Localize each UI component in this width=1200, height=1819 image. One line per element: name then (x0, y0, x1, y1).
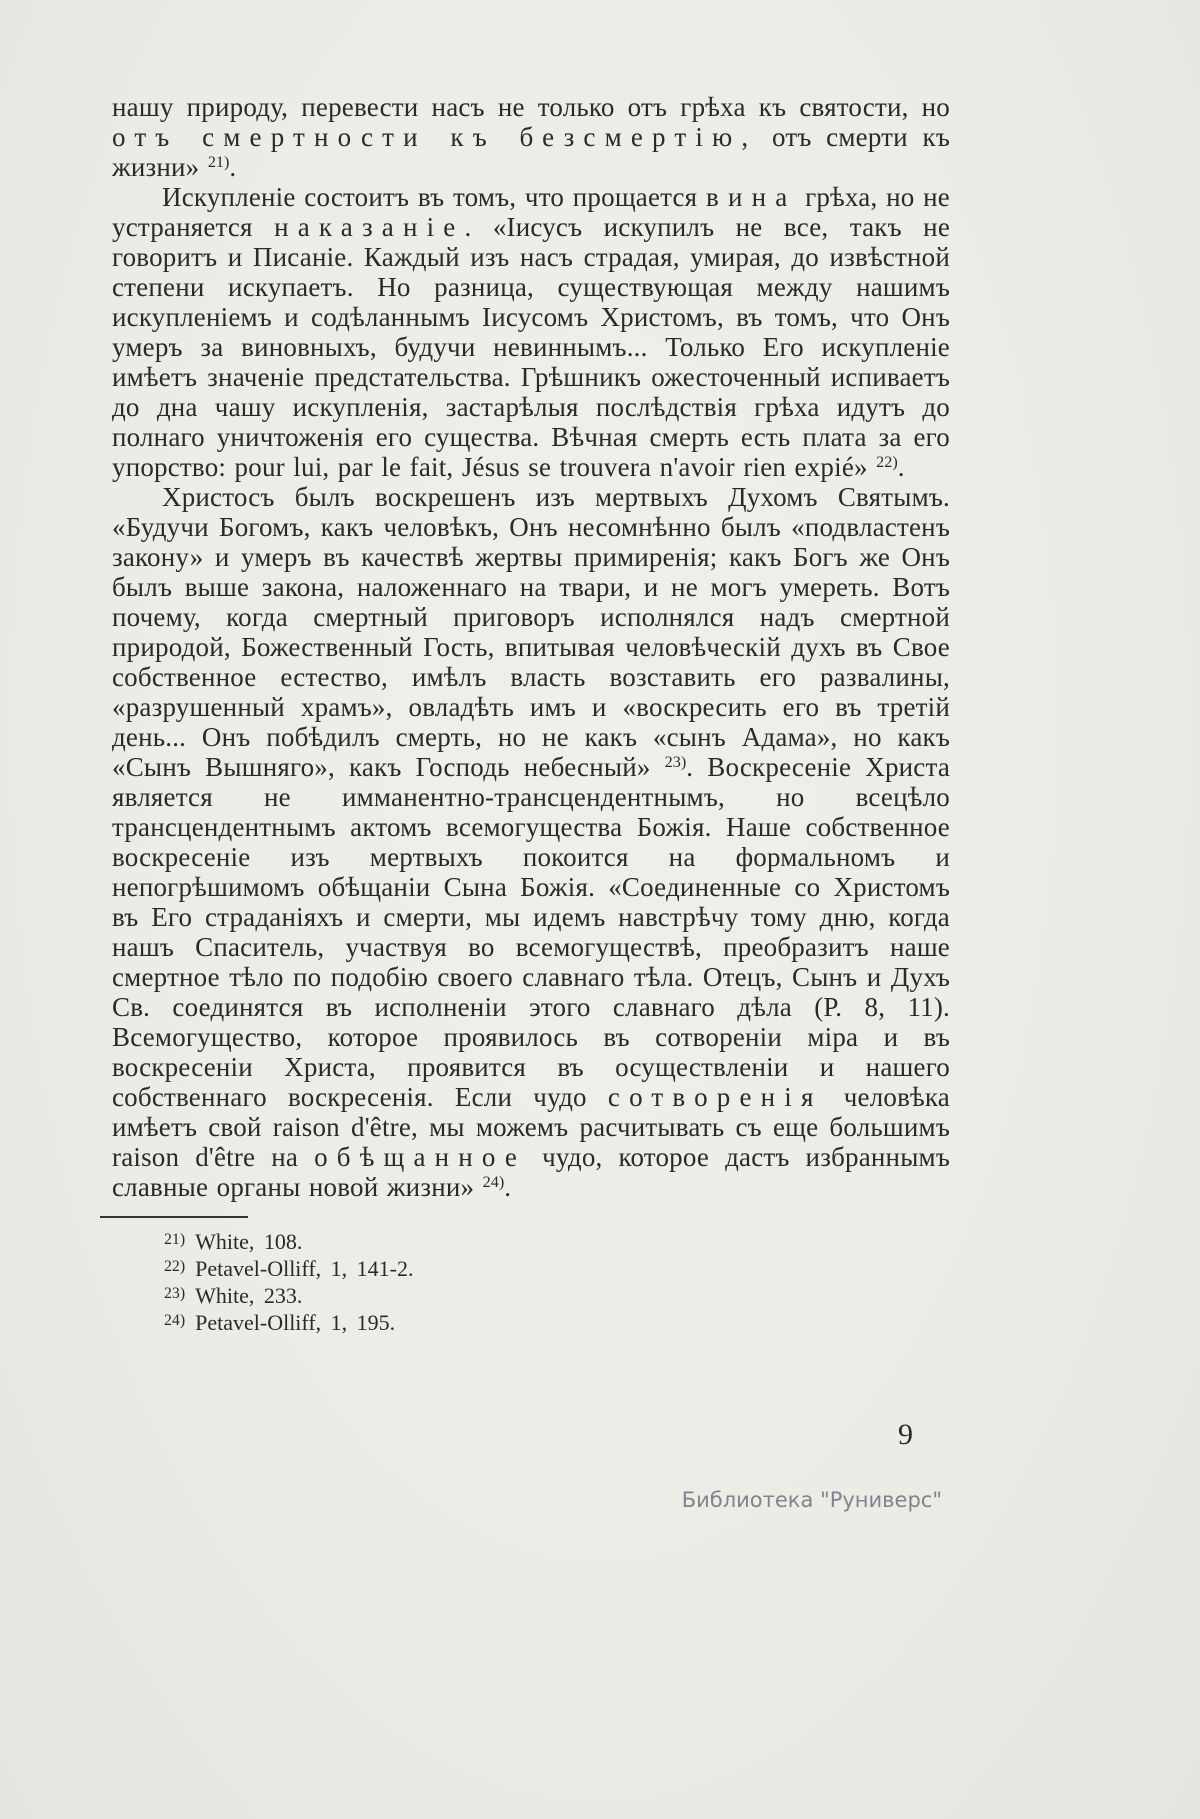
footnote-reference: 23) (664, 753, 687, 771)
text-segment: . (504, 1172, 512, 1202)
footnote-text: Petavel-Olliff, 1, 195. (195, 1310, 396, 1335)
emphasized-text-segment: обѣщанное (314, 1142, 527, 1172)
footnote (112, 1282, 950, 1309)
footnote-separator-rule (100, 1216, 248, 1218)
text-segment: чудо, которое дастъ избраннымъ славные органы новой жизни» (112, 1142, 950, 1202)
footnote-reference: 21) (207, 153, 230, 171)
text-segment: . «Іисусъ искупилъ не все, такъ не говоритъ и Писаніе. Каждый изъ насъ страдая, умирая, до извѣстной степени искупаетъ. Но разница, существующая между нашимъ искупленіемъ и содѣланнымъ Іисусомъ Христомъ, въ томъ, что Онъ умеръ за виновныхъ, будучи невиннымъ... Только Его искупленіе имѣетъ значеніе предстательства. Грѣшникъ ожесточенный испиваетъ до дна чашу искупленія, застарѣлыя послѣдствія грѣха идутъ до полнаго уничтоженія его существа. Вѣчная смерть есть плата за его упорство: pour lui, par le fait, Jésus se trouvera n'avoir rien expié» (112, 212, 951, 482)
emphasized-text-segment: сотворенія (607, 1082, 823, 1112)
footnote (112, 1228, 950, 1255)
footnote (112, 1309, 950, 1336)
paragraph (112, 482, 950, 1202)
footnote-list (112, 1228, 950, 1336)
paragraph (112, 92, 950, 182)
paragraph (112, 182, 950, 482)
library-watermark: Библиотека "Руниверс" (681, 1488, 942, 1512)
text-segment: . Воскресеніе Христа является не имманентно-трансцендентнымъ, но всецѣло трансцендентнымъ актомъ всемогущества Божія. Наше собственное воскресеніе изъ мертвыхъ покоится на формальномъ и непогрѣшимомъ обѣщаніи Сына Божія. «Соединенные со Христомъ въ Его страданіяхъ и смерти, мы идемъ навстрѣчу тому дню, когда нашъ Спаситель, участвуя во всемогуществѣ, преобразитъ наше смертное тѣло по подобію своего славнаго тѣла. Отецъ, Сынъ и Духъ Св. соединятся въ исполненіи этого славнаго дѣла (Р. 8, 11). Всемогущество, которое проявилось въ сотвореніи міра и въ воскресеніи Христа, проявится въ осуществленіи и нашего собственнаго воскресенія. Если чудо (112, 752, 951, 1112)
footnote (112, 1255, 950, 1282)
text-segment: человѣка имѣетъ свой raison d'être, мы можемъ расчитывать съ еще большимъ raison d'être на (112, 1082, 950, 1172)
text-segment: . (229, 152, 237, 182)
footnote-text: White, 233. (195, 1283, 303, 1308)
text-segment: Христосъ былъ воскрешенъ изъ мертвыхъ Духомъ Святымъ. «Будучи Богомъ, какъ человѣкъ, Онъ несомнѣнно былъ «подвластенъ закону» и умеръ въ качествѣ жертвы примиренія; какъ Богъ же Онъ былъ выше закона, наложеннаго на твари, и не могъ умереть. Вотъ почему, когда смертный приговоръ исполнялся надъ смертной природой, Божественный Гость, впитывая человѣческій духъ въ Свое собственное естество, имѣлъ власть возставить его развалины, «разрушенный храмъ», овладѣть имъ и «воскресить его въ третій день... Онъ побѣдилъ смерть, но не какъ «сынъ Адама», но какъ «Сынъ Вышняго», какъ Господь небесный» (112, 482, 950, 782)
emphasized-text-segment: наказаніе (274, 212, 465, 242)
text-segment: нашу природу, перевести насъ не только отъ грѣха къ святости, но (112, 92, 950, 122)
footnote-marker: 23) (164, 1285, 186, 1302)
footnote-marker: 21) (164, 1231, 186, 1248)
footnote-text: Petavel-Olliff, 1, 141-2. (195, 1256, 414, 1281)
text-segment: . (897, 452, 905, 482)
footnote-marker: 24) (164, 1312, 186, 1329)
footnote-block (112, 1216, 950, 1336)
footnote-reference: 24) (482, 1173, 505, 1191)
text-segment: Искупленіе состоитъ въ томъ, что прощается (162, 182, 707, 212)
footnote-text: White, 108. (195, 1229, 303, 1254)
footnote-reference: 22) (876, 453, 898, 471)
footnote-marker: 22) (164, 1258, 186, 1275)
page-content (112, 92, 950, 1336)
emphasized-text-segment: отъ смертности къ безсмертію, (112, 122, 758, 152)
body-text (112, 92, 950, 1202)
page-number: 9 (898, 1418, 913, 1451)
text-segment: грѣха, но не устраняется (112, 182, 950, 242)
emphasized-text-segment: вина (706, 182, 797, 212)
text-segment: отъ смерти къ жизни» (112, 122, 950, 182)
